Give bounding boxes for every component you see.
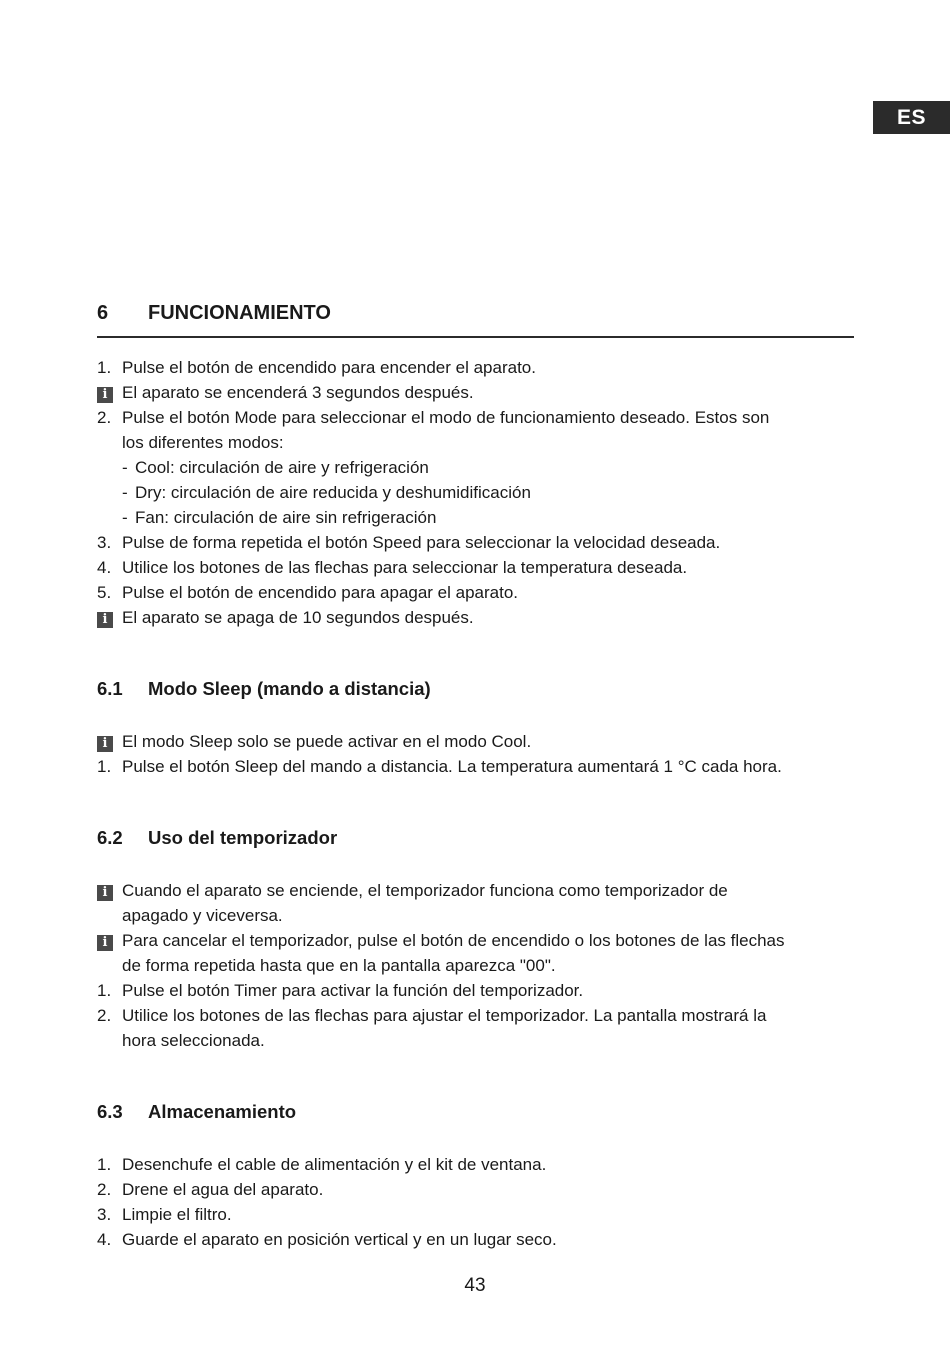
- list-item-text: Utilice los botones de las flechas para ajustar el temporizador. La pantalla mostrará la: [122, 1006, 767, 1025]
- list-marker: 1.: [97, 358, 112, 377]
- list-item-text: los diferentes modos:: [122, 433, 284, 452]
- info-note-text: de forma repetida hasta que en la pantalla aparezca "00".: [122, 956, 556, 975]
- list-item-text: Pulse el botón Sleep del mando a distancia. La temperatura aumentará 1 °C cada hora.: [122, 757, 782, 776]
- info-note-text: El aparato se encenderá 3 segundos después.: [122, 383, 474, 402]
- list-marker: 3.: [97, 1205, 112, 1224]
- subsection-title: Uso del temporizador: [148, 827, 338, 848]
- section-number: 6: [97, 302, 109, 324]
- list-marker: 4.: [97, 558, 112, 577]
- info-icon: i: [97, 387, 113, 403]
- section-header: [97, 300, 854, 338]
- list-marker: 2.: [97, 408, 112, 427]
- list-item-text: Pulse el botón de encendido para encender el aparato.: [122, 358, 536, 377]
- info-note-text: El aparato se apaga de 10 segundos después.: [122, 608, 474, 627]
- list-item-text: Pulse el botón Mode para seleccionar el modo de funcionamiento deseado. Estos son: [122, 408, 770, 427]
- subsection-title: Modo Sleep (mando a distancia): [148, 678, 431, 699]
- list-item-text: Drene el agua del aparato.: [122, 1180, 324, 1199]
- list-marker: 2.: [97, 1006, 112, 1025]
- dash-marker: -: [122, 483, 128, 502]
- mode-item-text: Cool: circulación de aire y refrigeración: [135, 458, 429, 477]
- list-marker: 1.: [97, 757, 112, 776]
- dash-marker: -: [122, 508, 128, 527]
- info-note-text: Cuando el aparato se enciende, el temporizador funciona como temporizador de: [122, 881, 728, 900]
- language-tab: ES: [873, 101, 950, 134]
- list-marker: 4.: [97, 1230, 112, 1249]
- list-item-text: Desenchufe el cable de alimentación y el kit de ventana.: [122, 1155, 547, 1174]
- list-item-text: Guarde el aparato en posición vertical y en un lugar seco.: [122, 1230, 557, 1249]
- subsection-number: 6.1: [97, 678, 123, 699]
- list-item-text: hora seleccionada.: [122, 1031, 265, 1050]
- info-note-text: Para cancelar el temporizador, pulse el botón de encendido o los botones de las flechas: [122, 931, 785, 950]
- page-number: 43: [464, 1275, 486, 1296]
- list-item-text: Limpie el filtro.: [122, 1205, 232, 1224]
- list-marker: 1.: [97, 981, 112, 1000]
- mode-item-text: Fan: circulación de aire sin refrigeración: [135, 508, 437, 527]
- list-item-text: Pulse el botón de encendido para apagar el aparato.: [122, 583, 519, 602]
- info-icon: i: [97, 612, 113, 628]
- subsection-title: Almacenamiento: [148, 1101, 297, 1122]
- mode-item-text: Dry: circulación de aire reducida y deshumidificación: [135, 483, 531, 502]
- list-marker: 1.: [97, 1155, 112, 1174]
- info-icon: i: [97, 935, 113, 951]
- list-marker: 2.: [97, 1180, 112, 1199]
- list-item-text: Pulse de forma repetida el botón Speed para seleccionar la velocidad deseada.: [122, 533, 721, 552]
- list-marker: 5.: [97, 583, 112, 602]
- subsection-number: 6.3: [97, 1101, 123, 1122]
- info-icon: i: [97, 736, 113, 752]
- list-item-text: Pulse el botón Timer para activar la función del temporizador.: [122, 981, 584, 1000]
- info-icon: i: [97, 885, 113, 901]
- section-title: FUNCIONAMIENTO: [148, 302, 331, 324]
- info-note-text: apagado y viceversa.: [122, 906, 283, 925]
- info-note-text: El modo Sleep solo se puede activar en el modo Cool.: [122, 732, 532, 751]
- list-marker: 3.: [97, 533, 112, 552]
- subsection-number: 6.2: [97, 827, 123, 848]
- list-item-text: Utilice los botones de las flechas para seleccionar la temperatura deseada.: [122, 558, 688, 577]
- dash-marker: -: [122, 458, 128, 477]
